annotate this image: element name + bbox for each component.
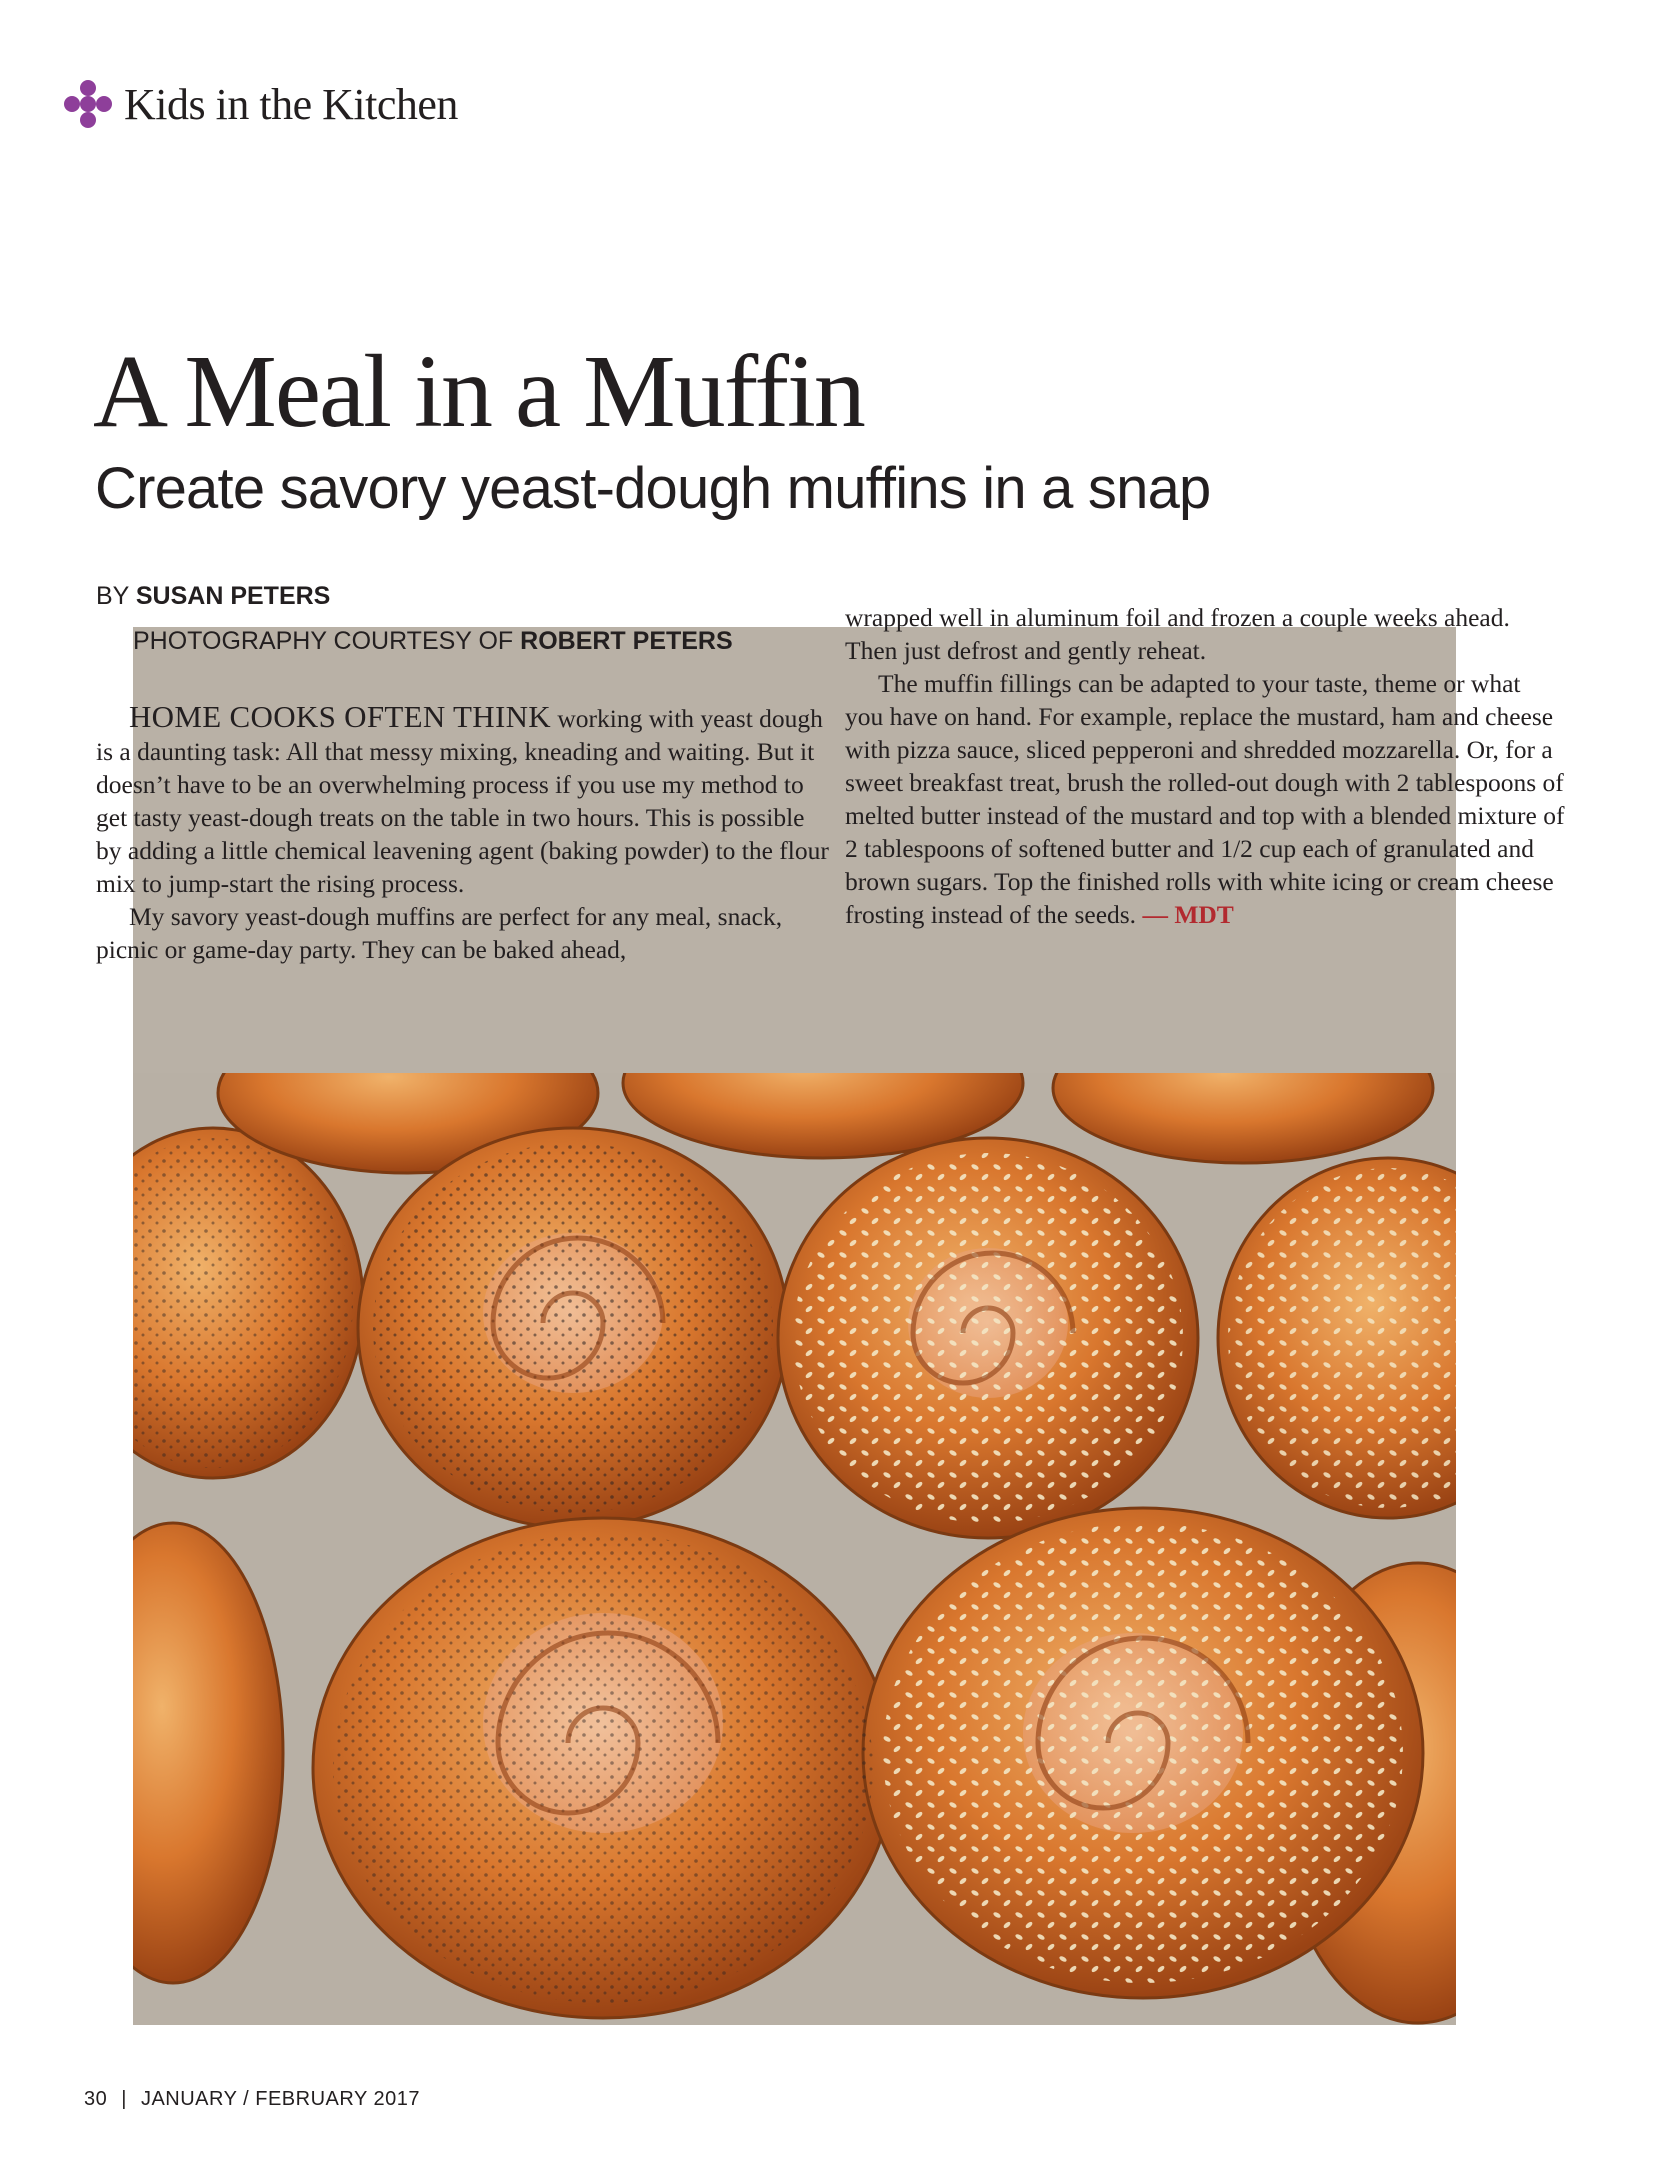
- body-paragraph-3: [845, 667, 1565, 931]
- byline-name: SUSAN PETERS: [135, 582, 331, 610]
- lead-in: HOME COOKS OFTEN THINK: [129, 699, 551, 734]
- footer-separator: |: [121, 2088, 127, 2110]
- body-paragraph-2-continued: wrapped well in aluminum foil and frozen a couple weeks ahead. Then just defrost and gently reheat.: [845, 603, 1510, 665]
- muffins-photo-illustration: [133, 1073, 1456, 2025]
- byline: [96, 582, 330, 611]
- photo-credit-name: ROBERT PETERS: [520, 627, 733, 655]
- signoff: — MDT: [1142, 900, 1234, 929]
- body-paragraph-2: My savory yeast-dough muffins are perfect for any meal, snack, picnic or game-day party. They can be baked ahead,: [96, 902, 783, 964]
- paragraph-3-text: The muffin fillings can be adapted to your taste, theme or what you have on hand. For example, replace the mustard, ham and cheese with pizza sauce, sliced pepperoni and shredded mozzarella. Or, for a sweet breakfast treat, brush the rolled-out dough with 2 tablespoons of melted butter instead of the mustard and top with a blended mixture of 2 tablespoons of softened butter and 1/2 cup each of granulated and brown sugars. Top the finished rolls with white icing or cream cheese frosting instead of the seeds.: [845, 669, 1565, 929]
- byline-prefix: BY: [96, 582, 129, 610]
- page-footer: [84, 2088, 420, 2111]
- muffins-photo: [133, 1073, 1456, 2025]
- body-column-left: [96, 700, 836, 966]
- flower-icon: [62, 78, 114, 130]
- photo-credit-prefix: PHOTOGRAPHY COURTESY OF: [133, 627, 514, 655]
- page-number: 30: [84, 2088, 108, 2110]
- section-header: [62, 78, 458, 130]
- article-headline: A Meal in a Muffin: [93, 334, 864, 449]
- body-paragraph-1: [96, 700, 836, 900]
- section-title: Kids in the Kitchen: [124, 79, 458, 129]
- paragraph-1-text: working with yeast dough is a daunting task: All that messy mixing, kneading and waiting. But it doesn’t have to be an overwhelming process if you use my method to get tasty yeast-dough treats on the table in two hours. This is possible by adding a little chemical leavening agent (baking powder) to the flour mix to jump-start the rising process.: [96, 704, 829, 898]
- article-subheadline: Create savory yeast-dough muffins in a snap: [95, 456, 1211, 521]
- body-column-right: [845, 601, 1565, 931]
- issue-date: JANUARY / FEBRUARY 2017: [140, 2088, 420, 2110]
